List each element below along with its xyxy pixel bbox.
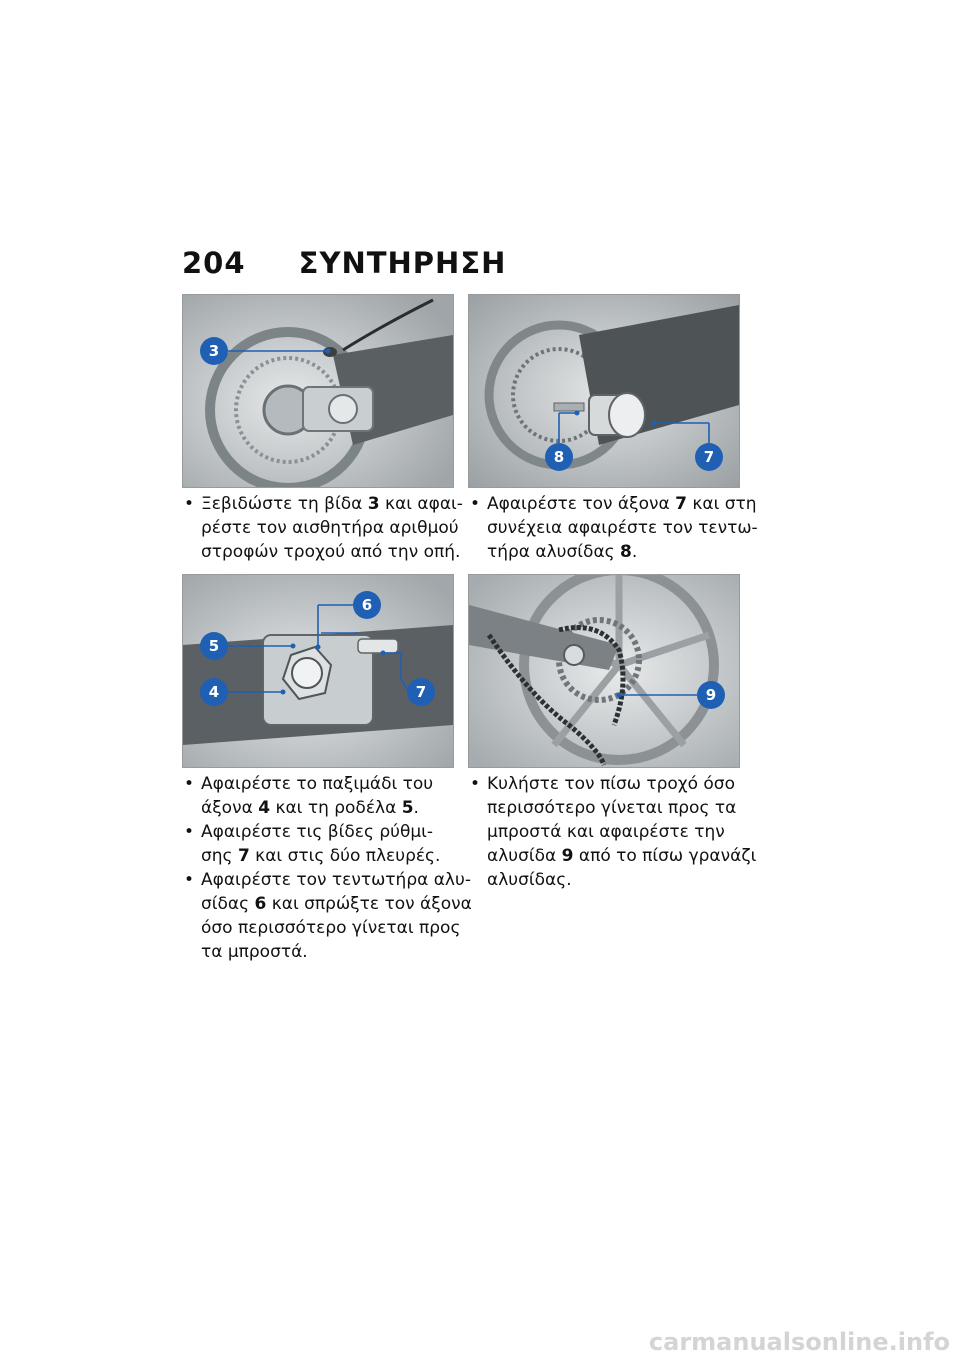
instructions-4 (468, 772, 757, 892)
step-remove-sensor-screw: • Ξεβιδώστε τη βίδα 3 και αφαι- ρέστε τον αισθητήρα αριθμού στροφών τροχού από την οπή. (182, 492, 466, 564)
callout-6: 6 (361, 596, 373, 614)
ref-7: 7 (237, 846, 250, 866)
callout-3: 3 (208, 342, 220, 360)
step-remove-adjust-screws: • Αφαιρέστε τις βίδες ρύθμι- σης 7 και στις δύο πλευρές. (182, 820, 466, 868)
figure-chain-removal (468, 574, 740, 768)
step-remove-axle: • Αφαιρέστε τον άξονα 7 και στη συνέχεια αφαιρέστε τον τεντω- τήρα αλυσίδας 8. (468, 492, 752, 564)
callout-7: 7 (415, 683, 427, 701)
page-number: 204 (182, 246, 246, 280)
step-remove-chain-tensioner: • Αφαιρέστε τον τεντωτήρα αλυ- σίδας 6 και σπρώξτε τον άξονα όσο περισσότερο γίνεται προς τα μπροστά. (182, 868, 466, 964)
callout-7: 7 (703, 448, 715, 466)
figure-axle-tensioner (468, 294, 740, 488)
callout-4: 4 (208, 683, 220, 701)
figure-axle-nut (182, 574, 454, 768)
figure-speed-sensor (182, 294, 454, 488)
step-remove-chain: • Κυλήστε τον πίσω τροχό όσο περισσότερο γίνεται προς τα μπροστά και αφαιρέστε την αλυσίδα 9 από το πίσω γρανάζι αλυσίδας. (468, 772, 752, 892)
instructions-3 (182, 772, 472, 964)
ref-3: 3 (367, 494, 380, 514)
ref-5: 5 (401, 798, 414, 818)
ref-4: 4 (258, 798, 271, 818)
instructions-2 (468, 492, 758, 564)
ref-9: 9 (561, 846, 574, 866)
watermark: carmanualsonline.info (648, 1328, 950, 1356)
callout-8: 8 (553, 448, 565, 466)
ref-8: 8 (620, 542, 632, 562)
ref-7: 7 (675, 494, 687, 514)
callout-5: 5 (208, 637, 220, 655)
page-title: ΣΥΝΤΗΡΗΣΗ (298, 246, 507, 280)
callout-9: 9 (705, 686, 717, 704)
ref-6: 6 (254, 894, 267, 914)
page-header (182, 246, 506, 280)
instructions-1 (182, 492, 466, 564)
step-remove-axle-nut: • Αφαιρέστε το παξιμάδι του άξονα 4 και τη ροδέλα 5. (182, 772, 466, 820)
